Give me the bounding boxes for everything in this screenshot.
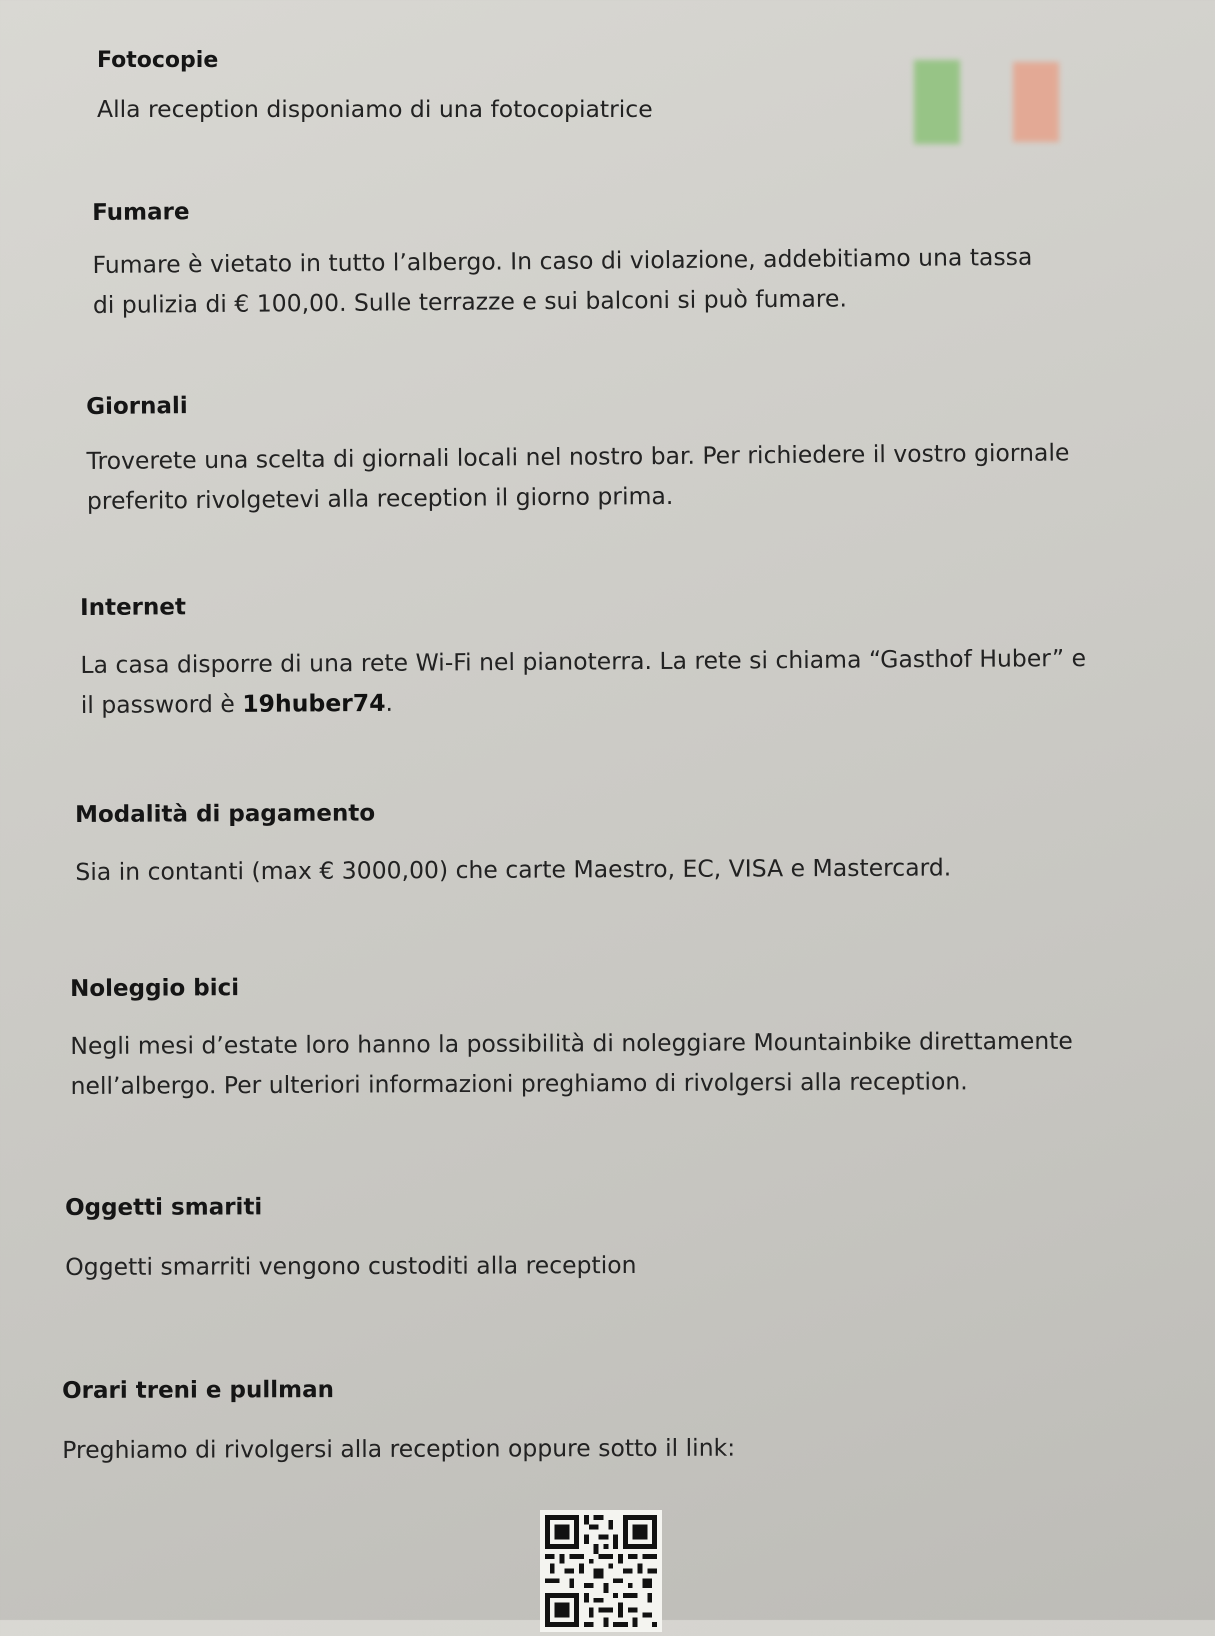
section-body: Sia in contanti (max € 3000,00) che carte Maestro, EC, VISA e Mastercard. (75, 853, 952, 886)
qr-code-icon (540, 1510, 662, 1632)
section-heading: Orari treni e pullman (62, 1377, 335, 1404)
section-body (80, 638, 1101, 725)
section-fotocopie (97, 46, 1177, 129)
section-heading: Giornali (86, 393, 188, 420)
section-giornali (86, 383, 1087, 521)
internet-text-before: La casa disporre di una rete Wi-Fi nel pianoterra. La rete si chiama “Gasthof Huber” e il password è (80, 643, 1087, 719)
section-orari-treni (62, 1372, 1142, 1470)
section-heading: Fotocopie (97, 48, 219, 73)
section-heading: Internet (80, 594, 187, 621)
section-internet (80, 586, 1101, 725)
internet-text-after: . (385, 688, 394, 717)
section-body: Fumare è vietato in tutto l’albergo. In caso di violazione, addebitiamo una tassa di pulizia di € 100,00. Sulle terrazze e sui balconi si può fumare. (92, 242, 1033, 319)
section-heading: Fumare (92, 199, 190, 226)
wifi-password: 19huber74 (242, 688, 386, 718)
section-oggetti-smariti (65, 1189, 1145, 1287)
section-heading: Oggetti smariti (65, 1194, 263, 1221)
section-noleggio-bici (70, 968, 1151, 1106)
section-modalita-pagamento (75, 794, 1155, 892)
section-body: Troverete una scelta di giornali locali nel nostro bar. Per richiedere il vostro giornale preferito rivolgetevi alla reception il giorno prima. (86, 438, 1070, 515)
section-body: Negli mesi d’estate loro hanno la possibilità di noleggiare Mountainbike direttamente nell’albergo. Per ulteriori informazioni preghiamo di rivolgersi alla reception. (70, 1026, 1073, 1100)
section-body: Preghiamo di rivolgersi alla reception oppure sotto il link: (62, 1433, 736, 1464)
section-fumare (92, 190, 1053, 325)
section-heading: Modalità di pagamento (75, 800, 376, 828)
section-heading: Noleggio bici (70, 975, 240, 1002)
section-body: Oggetti smarriti vengono custoditi alla reception (65, 1251, 637, 1281)
section-body: Alla reception disponiamo di una fotocopiatrice (97, 95, 653, 123)
